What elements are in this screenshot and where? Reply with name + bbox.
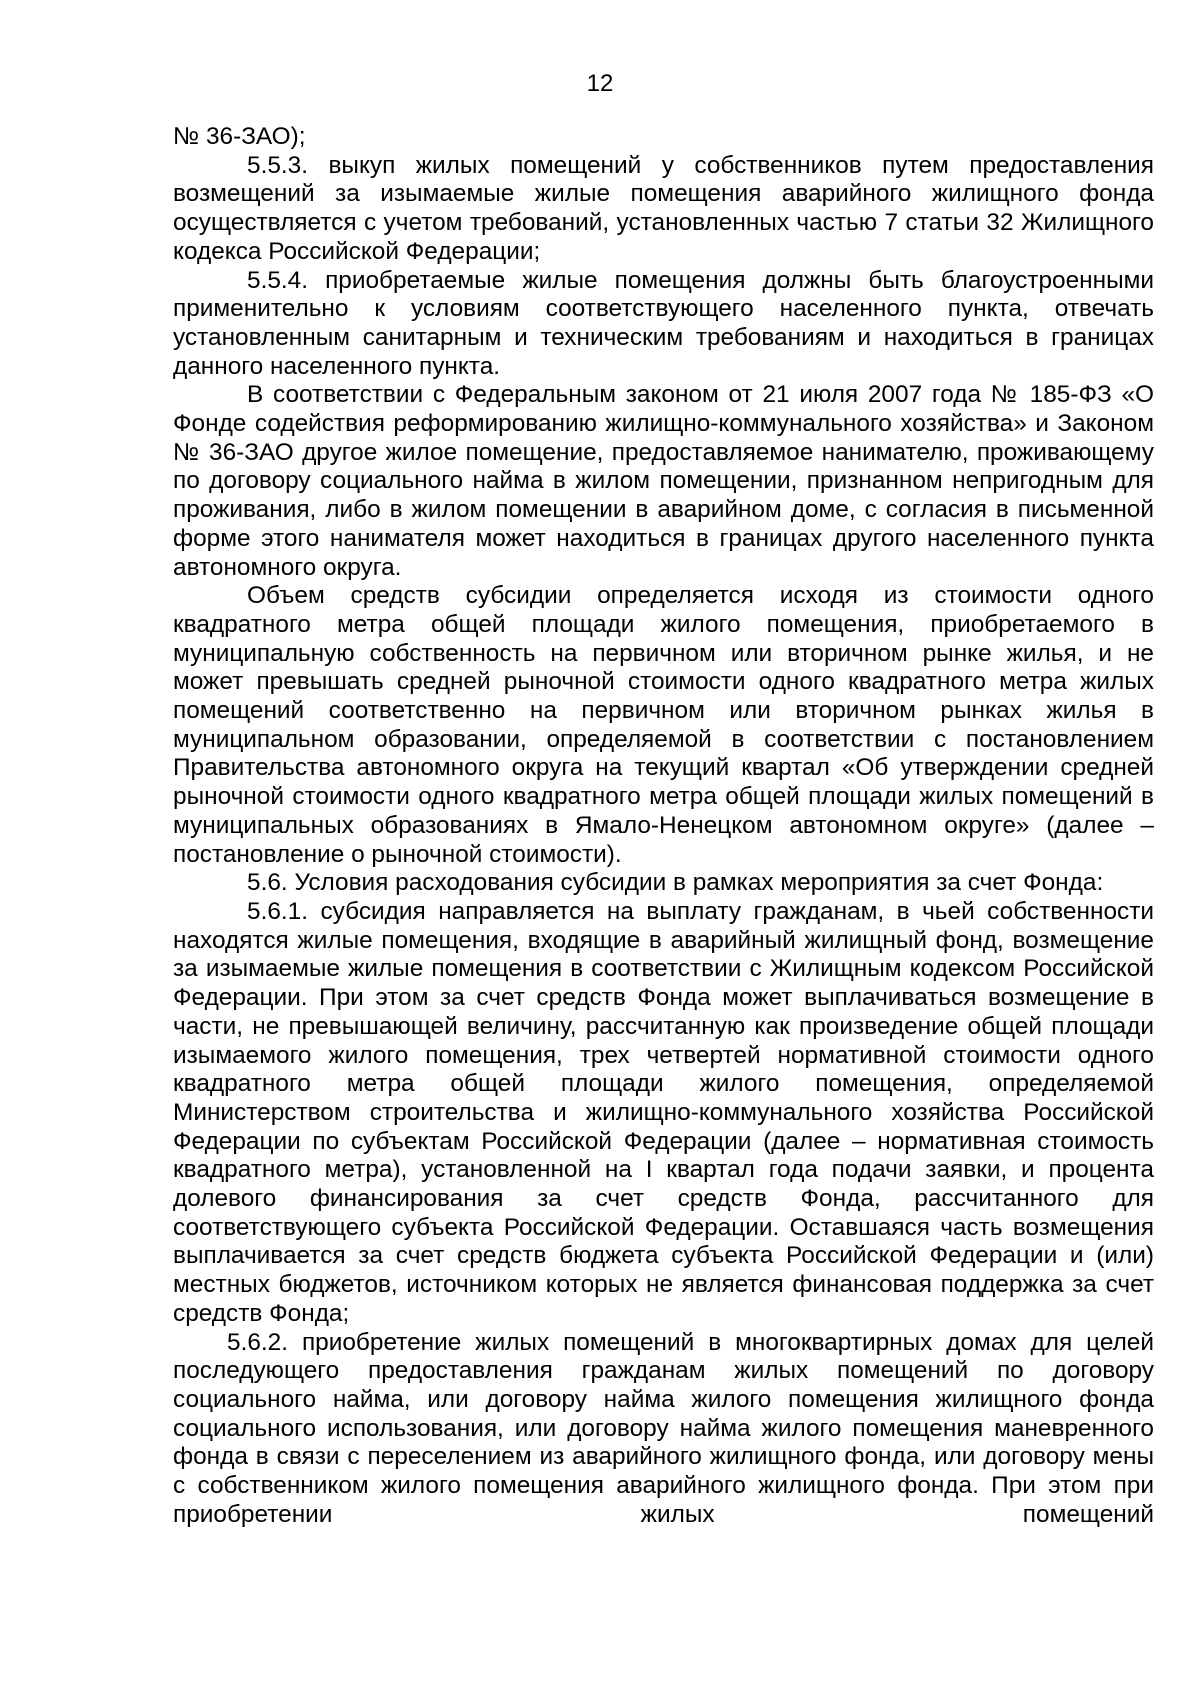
paragraph-5-5-3: 5.5.3. выкуп жилых помещений у собственников путем предоставления возмещений за изымаемые жилые помещения аварийного жилищного фонда осуществляется с учетом требований, установленных частью 7 статьи 32 Жилищного кодекса Российской Федерации;	[173, 151, 1154, 265]
document-body	[173, 123, 1154, 1529]
paragraph-5-6-2: 5.6.2. приобретение жилых помещений в многоквартирных домах для целей последующего предоставления гражданам жилых помещений по договору социального найма, или договору найма жилого помещения жилищного фонда социального использования, или договору найма жилого помещения маневренного фонда в связи с переселением из аварийного жилищного фонда, или договору мены с собственником жилого помещения аварийного жилищного фонда. При этом при приобретении жилых помещений	[173, 1328, 1154, 1528]
paragraph-law-reference-end: № 36-ЗАО);	[173, 123, 306, 150]
page-number: 12	[586, 70, 614, 97]
paragraph-5-6: 5.6. Условия расходования субсидии в рамках мероприятия за счет Фонда:	[247, 869, 1104, 897]
paragraph-5-5-4: 5.5.4. приобретаемые жилые помещения должны быть благоустроенными применительно к условиям соответствующего населенного пункта, отвечать установленным санитарным и техническим требованиям и находиться в границах данного населенного пункта.	[173, 266, 1154, 380]
paragraph-federal-law: В соответствии с Федеральным законом от 21 июля 2007 года № 185-ФЗ «О Фонде содействия реформированию жилищно-коммунального хозяйства» и Законом № 36-ЗАО другое жилое помещение, предоставляемое нанимателю, проживающему по договору социального найма в жилом помещении, признанном непригодным для проживания, либо в жилом помещении в аварийном доме, с согласия в письменной форме этого нанимателя может находиться в границах другого населенного пункта автономного округа.	[173, 381, 1154, 581]
paragraph-5-6-1: 5.6.1. субсидия направляется на выплату гражданам, в чьей собственности находятся жилые помещения, входящие в аварийный жилищный фонд, возмещение за изымаемые жилые помещения в соответствии с Жилищным кодексом Российской Федерации. При этом за счет средств Фонда может выплачиваться возмещение в части, не превышающей величину, рассчитанную как произведение общей площади изымаемого жилого помещения, трех четвертей нормативной стоимости одного квадратного метра общей площади жилого помещения, определяемой Министерством строительства и жилищно-коммунального хозяйства Российской Федерации по субъектам Российской Федерации (далее – нормативная стоимость квадратного метра), установленной на I квартал года подачи заявки, и процента долевого финансирования за счет средств Фонда, рассчитанного для соответствующего субъекта Российской Федерации. Оставшаяся часть возмещения выплачивается за счет средств бюджета субъекта Российской Федерации и (или) местных бюджетов, источником которых не является финансовая поддержка за счет средств Фонда;	[173, 897, 1154, 1327]
paragraph-subsidy-volume: Объем средств субсидии определяется исходя из стоимости одного квадратного метра общей площади жилого помещения, приобретаемого в муниципальную собственность на первичном или вторичном рынке жилья, и не может превышать средней рыночной стоимости одного квадратного метра жилых помещений соответственно на первичном или вторичном рынках жилья в муниципальном образовании, определяемой в соответствии с постановлением Правительства автономного округа на текущий квартал «Об утверждении средней рыночной стоимости одного квадратного метра общей площади жилых помещений в муниципальных образованиях в Ямало-Ненецком автономном округе» (далее – постановление о рыночной стоимости).	[173, 582, 1154, 868]
